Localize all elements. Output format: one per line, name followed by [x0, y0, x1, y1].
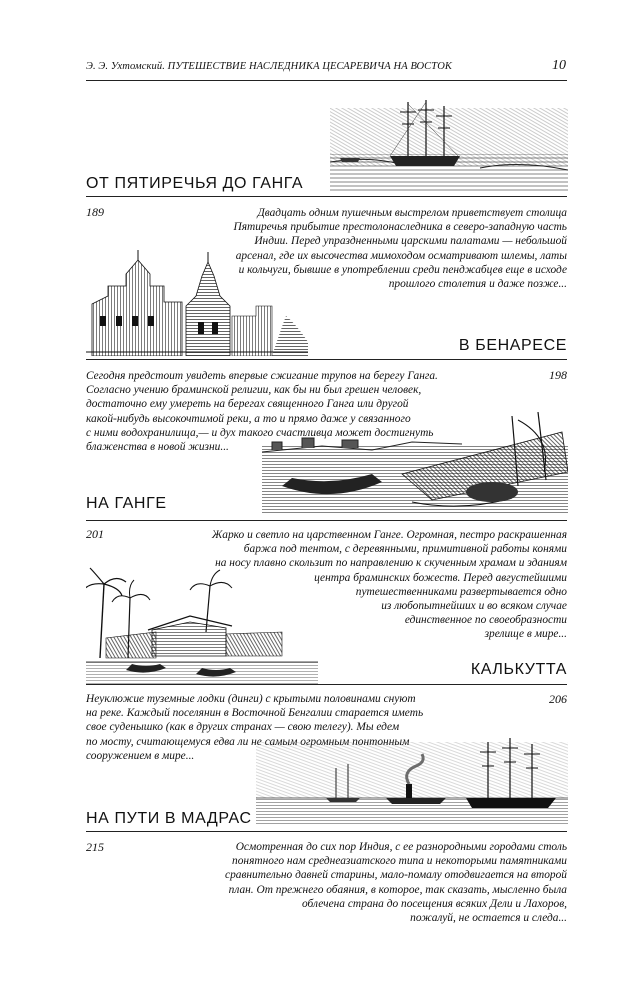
engraving-ships-icon [330, 96, 568, 192]
summary-line: на реке. Каждый поселянин в Восточной Бенгалии старается иметь [86, 707, 424, 720]
summary-line: Двадцать одним пушечным выстрелом приветствует столица [257, 207, 567, 219]
summary-line: и кольчуги, бывшие в употреблении среди пенджабцев еще в исходе [238, 263, 567, 276]
section-title-na-gange: НА ГАНГЕ [86, 495, 167, 512]
summary-line: Осмотренная до сих пор Индия, с ее разнородными городами столь [235, 841, 567, 853]
summary-line: зрелище в мире... [484, 628, 567, 641]
summary-line: какой-нибудь высокочтимой реки, а то и прямо даже у связанного [86, 412, 411, 425]
engraving-palace-icon [86, 246, 308, 356]
summary-line: баржа под тентом, с деревянными, примитивной работы конями [243, 543, 567, 556]
summary-line: блаженства в новой жизни... [86, 441, 229, 454]
summary-line: план. От прежнего обаяния, в которое, так сказать, мысленно была [228, 883, 567, 896]
summary-line: путешественниками развертывается одно [355, 585, 567, 598]
summary-line: прошлого столетия и даже позже... [388, 278, 567, 291]
summary-line: Неуклюжие туземные лодки (динги) с крытыми половинами снуют [86, 693, 416, 705]
engraving-boats-icon [262, 412, 568, 514]
section-title-madras: НА ПУТИ В МАДРАС [86, 810, 252, 827]
summary-line: свое суденышко (как в других странах — свою телегу). Мы едем [86, 721, 400, 734]
section-title-kalkutta: КАЛЬКУТТА [470, 661, 567, 678]
summary-line: из любопытнейших и во всяком случае [381, 600, 567, 613]
summary-line: с ними водохранилища,— и дух такого счастливца может достигнуть [86, 426, 434, 439]
summary-line: облечена страна до посещения всяких Дели и Лахоров, [302, 897, 567, 910]
summary-line: Пятиречья прибытие престолонаследника в северо-западную часть [233, 221, 567, 234]
header-divider [86, 80, 567, 81]
section-divider [86, 520, 567, 521]
summary-line: понятного нам среднеазиатского типа и некоторыми памятниками [232, 855, 567, 868]
section-page-number: 206 [549, 692, 567, 706]
summary-line: арсенал, где их высочества мимоходом осматривают шлемы, латы [235, 249, 567, 262]
summary-line: Сегодня предстоит увидеть впервые сжигание трупов на берегу Ганга. [86, 370, 438, 382]
summary-line: сравнительно давней старины, мало-помалу отодвигается на второй [225, 869, 567, 882]
summary-line: достаточно ему умереть на берегах священного Ганга или другой [86, 398, 409, 411]
summary-line: по мосту, считающемуся едва ли не самым огромным понтонным [86, 735, 410, 748]
section-divider [86, 684, 567, 685]
summary-line: Жарко и светло на царственном Ганге. Огромная, пестро раскрашенная [211, 529, 567, 541]
section-divider [86, 359, 567, 360]
summary-line: центра браминских божеств. Перед августейшими [314, 571, 567, 584]
engraving-harbor-icon [256, 732, 568, 826]
summary-line: единственное по своеобразности [404, 614, 567, 627]
section-summary [127, 840, 567, 925]
summary-line: пожалуй, не остается и следа... [410, 912, 567, 925]
section-title-benares: В БЕНАРЕСЕ [458, 337, 567, 354]
section-page-number: 189 [86, 205, 104, 219]
page-number: 10 [552, 58, 566, 73]
section-page-number: 215 [86, 840, 104, 854]
section-divider [86, 831, 567, 832]
running-head [86, 58, 566, 78]
summary-line: Индии. Перед упраздненными царскими палатами — небольшой [254, 235, 567, 248]
summary-line: Согласно учению браминской религии, как бы ни был грешен человек, [86, 384, 422, 397]
summary-line: сооружением в мире... [86, 749, 195, 762]
section-page-number: 198 [549, 368, 567, 382]
engraving-village-icon [86, 562, 318, 686]
section-divider [86, 196, 567, 197]
section-title-pyatirechye: ОТ ПЯТИРЕЧЬЯ ДО ГАНГА [86, 175, 304, 192]
section-page-number: 201 [86, 527, 104, 541]
running-head-title: Э. Э. Ухтомский. ПУТЕШЕСТВИЕ НАСЛЕДНИКА ЦЕСАРЕВИЧА НА ВОСТОК [86, 61, 452, 72]
summary-line: на носу плавно скользит по направлению к скученным храмам и зданиям [215, 557, 567, 570]
